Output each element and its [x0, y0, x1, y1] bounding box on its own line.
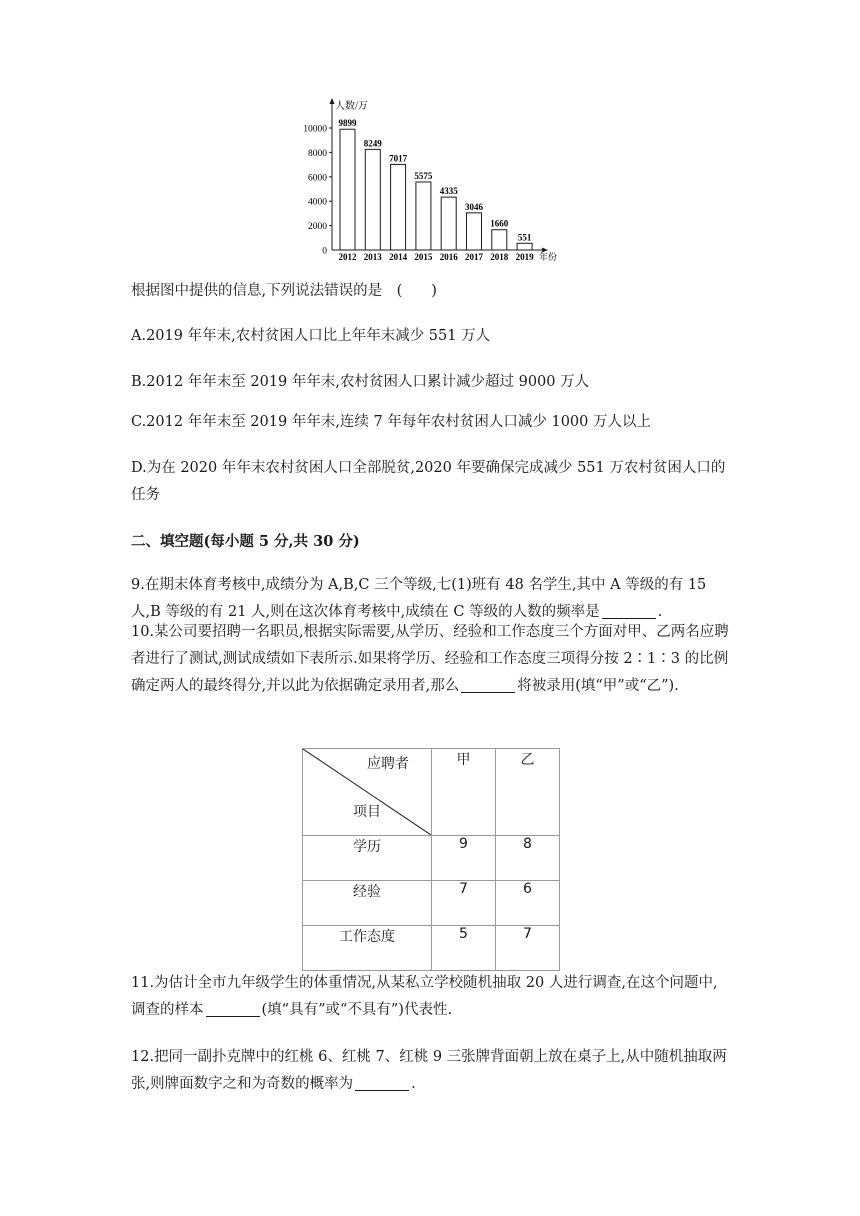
bar-2016 [441, 197, 456, 250]
score-table [302, 748, 560, 971]
table-row [303, 926, 560, 971]
x-tick-label: 2018 [490, 252, 509, 262]
y-tick-label: 4000 [308, 197, 327, 208]
y-tick-label: 8000 [308, 148, 327, 159]
x-axis-label: 年份 [539, 252, 558, 262]
data-label: 1660 [490, 218, 509, 229]
section-heading: 二、填空题(每小题 5 分,共 30 分) [131, 533, 360, 550]
item-header: 项目 [353, 804, 381, 820]
table-cell: 5 [432, 926, 496, 971]
data-label: 7017 [389, 153, 408, 164]
table-row [303, 881, 560, 926]
question-9-end: . [657, 604, 663, 620]
answer-blank [206, 1002, 260, 1018]
answer-blank [355, 1076, 409, 1092]
x-tick-label: 2012 [338, 252, 357, 262]
y-axis-label: 人数/万 [335, 101, 368, 112]
question-12-end: . [411, 1076, 416, 1092]
y-axis-arrow [330, 98, 335, 104]
table-cell: 7 [496, 926, 560, 971]
applicant-header: 应聘者 [367, 756, 409, 772]
x-tick-label: 2014 [389, 252, 408, 262]
bar-2015 [416, 182, 431, 250]
question-11-end: (填“具有”或“不具有”)代表性. [261, 1002, 453, 1018]
y-tick-label: 2000 [308, 222, 327, 233]
data-label: 5575 [414, 170, 433, 181]
bar-2019 [517, 243, 532, 250]
table-header-row [303, 749, 560, 836]
data-label: 551 [517, 232, 532, 243]
question-12 [131, 1044, 731, 1098]
x-tick-label: 2017 [465, 252, 483, 262]
table-cell: 7 [432, 881, 496, 926]
table-cell: 6 [496, 881, 560, 926]
question-12-text: 12.把同一副扑克牌中的红桃 6、红桃 7、红桃 9 三张牌背面朝上放在桌子上,从中随机抽取两张,则牌面数字之和为奇数的概率为 [131, 1049, 727, 1092]
table-cell: 8 [496, 836, 560, 881]
x-tick-label: 2019 [515, 252, 534, 262]
question-9-text: 9.在期末体育考核中,成绩分为 A,B,C 三个等级,七(1)班有 48 名学生,其中 A 等级的有 15 人,B 等级的有 21 人,则在这次体育考核中,成绩在 C 等级的人数的频率是 [131, 577, 707, 620]
option-a: A.2019 年年末,农村贫困人口比上年年末减少 551 万人 [131, 328, 491, 344]
data-label: 8249 [363, 138, 382, 149]
bar-2013 [365, 149, 380, 250]
option-c: C.2012 年年末至 2019 年年末,连续 7 年每年农村贫困人口减少 1000 万人以上 [131, 414, 651, 430]
bar-2012 [340, 129, 355, 250]
question-10-text: 10.某公司要招聘一名职员,根据实际需要,从学历、经验和工作态度三个方面对甲、乙两名应聘者进行了测试,测试成绩如下表所示.如果将学历、经验和工作态度三项得分按 2∶1∶3 的比例确定两人的最终得分,并以此为依据确定录用者,那么 [131, 624, 729, 694]
diagonal-header-cell [303, 749, 432, 836]
x-tick-label: 2016 [439, 252, 458, 262]
answer-blank [461, 678, 515, 694]
row-label: 经验 [303, 881, 432, 926]
question-10-end: 将被录用(填“甲”或“乙”). [517, 678, 679, 694]
question-11-text: 11.为估计全市九年级学生的体重情况,从某私立学校随机抽取 20 人进行调查,在这个问题中,调查的样本 [131, 975, 718, 1018]
y-tick-label: 6000 [308, 173, 327, 184]
y-tick-label: 0 [322, 246, 327, 257]
data-label: 4335 [439, 186, 458, 197]
column-header-yi: 乙 [496, 749, 560, 836]
question-9 [131, 572, 731, 626]
option-b: B.2012 年年末至 2019 年年末,农村贫困人口累计减少超过 9000 万人 [131, 374, 590, 390]
x-tick-label: 2013 [363, 252, 382, 262]
question-11 [131, 970, 731, 1024]
table-cell: 9 [432, 836, 496, 881]
bar-2014 [391, 164, 406, 250]
x-tick-label: 2015 [414, 252, 433, 262]
data-label: 9899 [338, 118, 357, 129]
bar-2017 [467, 213, 482, 250]
answer-blank [602, 604, 656, 620]
poverty-bar-chart [290, 94, 560, 264]
column-header-jia: 甲 [432, 749, 496, 836]
y-tick-label: 10000 [303, 124, 327, 135]
question-10 [131, 619, 731, 700]
option-d: D.为在 2020 年年末农村贫困人口全部脱贫,2020 年要确保完成减少 551 万农村贫困人口的任务 [131, 460, 726, 503]
row-label: 学历 [303, 836, 432, 881]
bar-2018 [492, 230, 507, 250]
row-label: 工作态度 [303, 926, 432, 971]
table-row [303, 836, 560, 881]
chart-canvas [290, 94, 560, 264]
data-label: 3046 [465, 201, 483, 212]
question-stem: 根据图中提供的信息,下列说法错误的是 ( ) [131, 283, 437, 299]
